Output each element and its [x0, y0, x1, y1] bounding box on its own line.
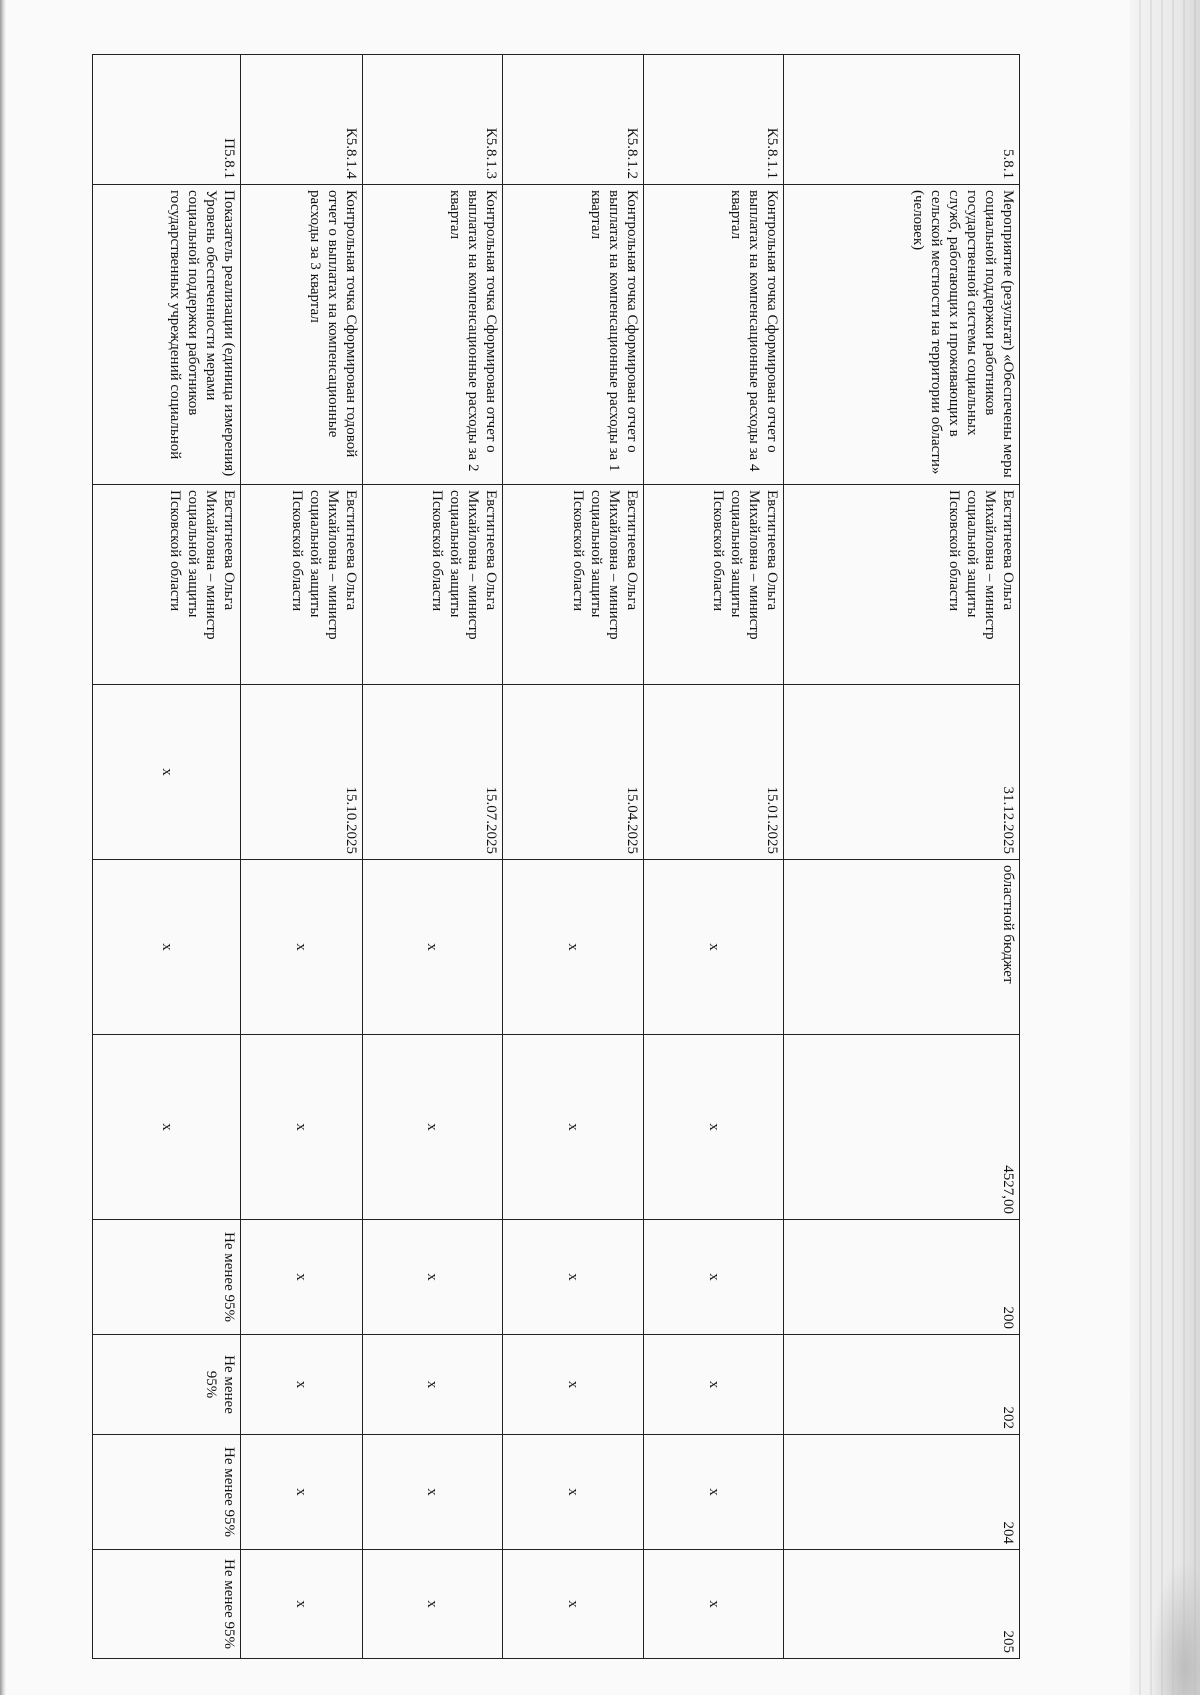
row-number: К5.8.1.1	[643, 55, 784, 185]
row-value-4: 205	[784, 1550, 1020, 1659]
row-amount: х	[362, 1035, 503, 1220]
row-date: 15.01.2025	[643, 685, 784, 860]
row-description: Контрольная точка Сформирован годовой отчет о выплатах на компенсационные расходы за 3 квартал	[241, 185, 363, 485]
row-description: Контрольная точка Сформирован отчет о выплатах на компенсационные расходы за 2 квартал	[362, 185, 503, 485]
row-description: Контрольная точка Сформирован отчет о выплатах на компенсационные расходы за 1 квартал	[503, 185, 644, 485]
row-date: 31.12.2025	[784, 685, 1020, 860]
row-value-1: х	[362, 1220, 503, 1335]
row-value-3: 204	[784, 1435, 1020, 1550]
table-row	[93, 55, 241, 1659]
row-value-2: х	[643, 1335, 784, 1435]
row-value-1: х	[241, 1220, 363, 1335]
row-number: П5.8.1	[93, 55, 241, 185]
row-responsible: Евстигнеева Ольга Михайловна – министр социальной защиты Псковской области	[241, 485, 363, 685]
row-amount: х	[643, 1035, 784, 1220]
row-value-2: х	[362, 1335, 503, 1435]
row-description: Показатель реализации (единица измерения) Уровень обеспеченности мерами социальной поддержки работников государственных учреждений социальной	[93, 185, 241, 485]
row-date: 15.07.2025	[362, 685, 503, 860]
row-funding-source: х	[93, 860, 241, 1035]
row-value-4: х	[643, 1550, 784, 1659]
row-value-1: Не менее 95%	[93, 1220, 241, 1335]
row-funding-source: х	[241, 860, 363, 1035]
row-responsible: Евстигнеева Ольга Михайловна – министр социальной защиты Псковской области	[643, 485, 784, 685]
row-value-3: х	[362, 1435, 503, 1550]
row-description: Мероприятие (результат) «Обеспечены меры социальной поддержки работников государственной системы социальных служб, работающих и проживающих в сельской местности на территории области» (человек)	[784, 185, 1020, 485]
row-responsible: Евстигнеева Ольга Михайловна – министр социальной защиты Псковской области	[362, 485, 503, 685]
row-number: К5.8.1.3	[362, 55, 503, 185]
row-value-3: х	[241, 1435, 363, 1550]
row-value-2: Не менее 95%	[93, 1335, 241, 1435]
scan-smudge	[1150, 1560, 1200, 1695]
table-row	[503, 55, 644, 1659]
row-value-4: х	[503, 1550, 644, 1659]
table-row	[362, 55, 503, 1659]
table-row	[643, 55, 784, 1659]
row-value-3: х	[503, 1435, 644, 1550]
row-value-3: Не менее 95%	[93, 1435, 241, 1550]
scan-edge-right	[1130, 0, 1200, 1695]
row-funding-source: х	[362, 860, 503, 1035]
row-value-1: х	[503, 1220, 644, 1335]
row-value-2: 202	[784, 1335, 1020, 1435]
row-value-4: Не менее 95%	[93, 1550, 241, 1659]
row-number: К5.8.1.2	[503, 55, 644, 185]
row-responsible: Евстигнеева Ольга Михайловна – министр социальной защиты Псковской области	[93, 485, 241, 685]
row-responsible: Евстигнеева Ольга Михайловна – министр социальной защиты Псковской области	[503, 485, 644, 685]
row-value-1: 200	[784, 1220, 1020, 1335]
row-funding-source: областной бюджет	[784, 860, 1020, 1035]
row-funding-source: х	[503, 860, 644, 1035]
row-value-4: х	[241, 1550, 363, 1659]
table-row	[784, 55, 1020, 1659]
row-responsible: Евстигнеева Ольга Михайловна – министр социальной защиты Псковской области	[784, 485, 1020, 685]
row-amount: 4527,00	[784, 1035, 1020, 1220]
row-value-3: х	[643, 1435, 784, 1550]
rotated-table-page	[92, 54, 1020, 1658]
row-amount: х	[503, 1035, 644, 1220]
row-value-4: х	[362, 1550, 503, 1659]
row-amount: х	[93, 1035, 241, 1220]
row-value-1: х	[643, 1220, 784, 1335]
row-value-2: х	[241, 1335, 363, 1435]
row-date: 15.04.2025	[503, 685, 644, 860]
row-amount: х	[241, 1035, 363, 1220]
row-value-2: х	[503, 1335, 644, 1435]
row-date: 15.10.2025	[241, 685, 363, 860]
row-number: 5.8.1	[784, 55, 1020, 185]
row-description: Контрольная точка Сформирован отчет о выплатах на компенсационные расходы за 4 квартал	[643, 185, 784, 485]
row-date: х	[93, 685, 241, 860]
plan-table	[92, 54, 1020, 1659]
table-row	[241, 55, 363, 1659]
row-number: К5.8.1.4	[241, 55, 363, 185]
row-funding-source: х	[643, 860, 784, 1035]
scan-edge-left	[0, 0, 6, 1695]
